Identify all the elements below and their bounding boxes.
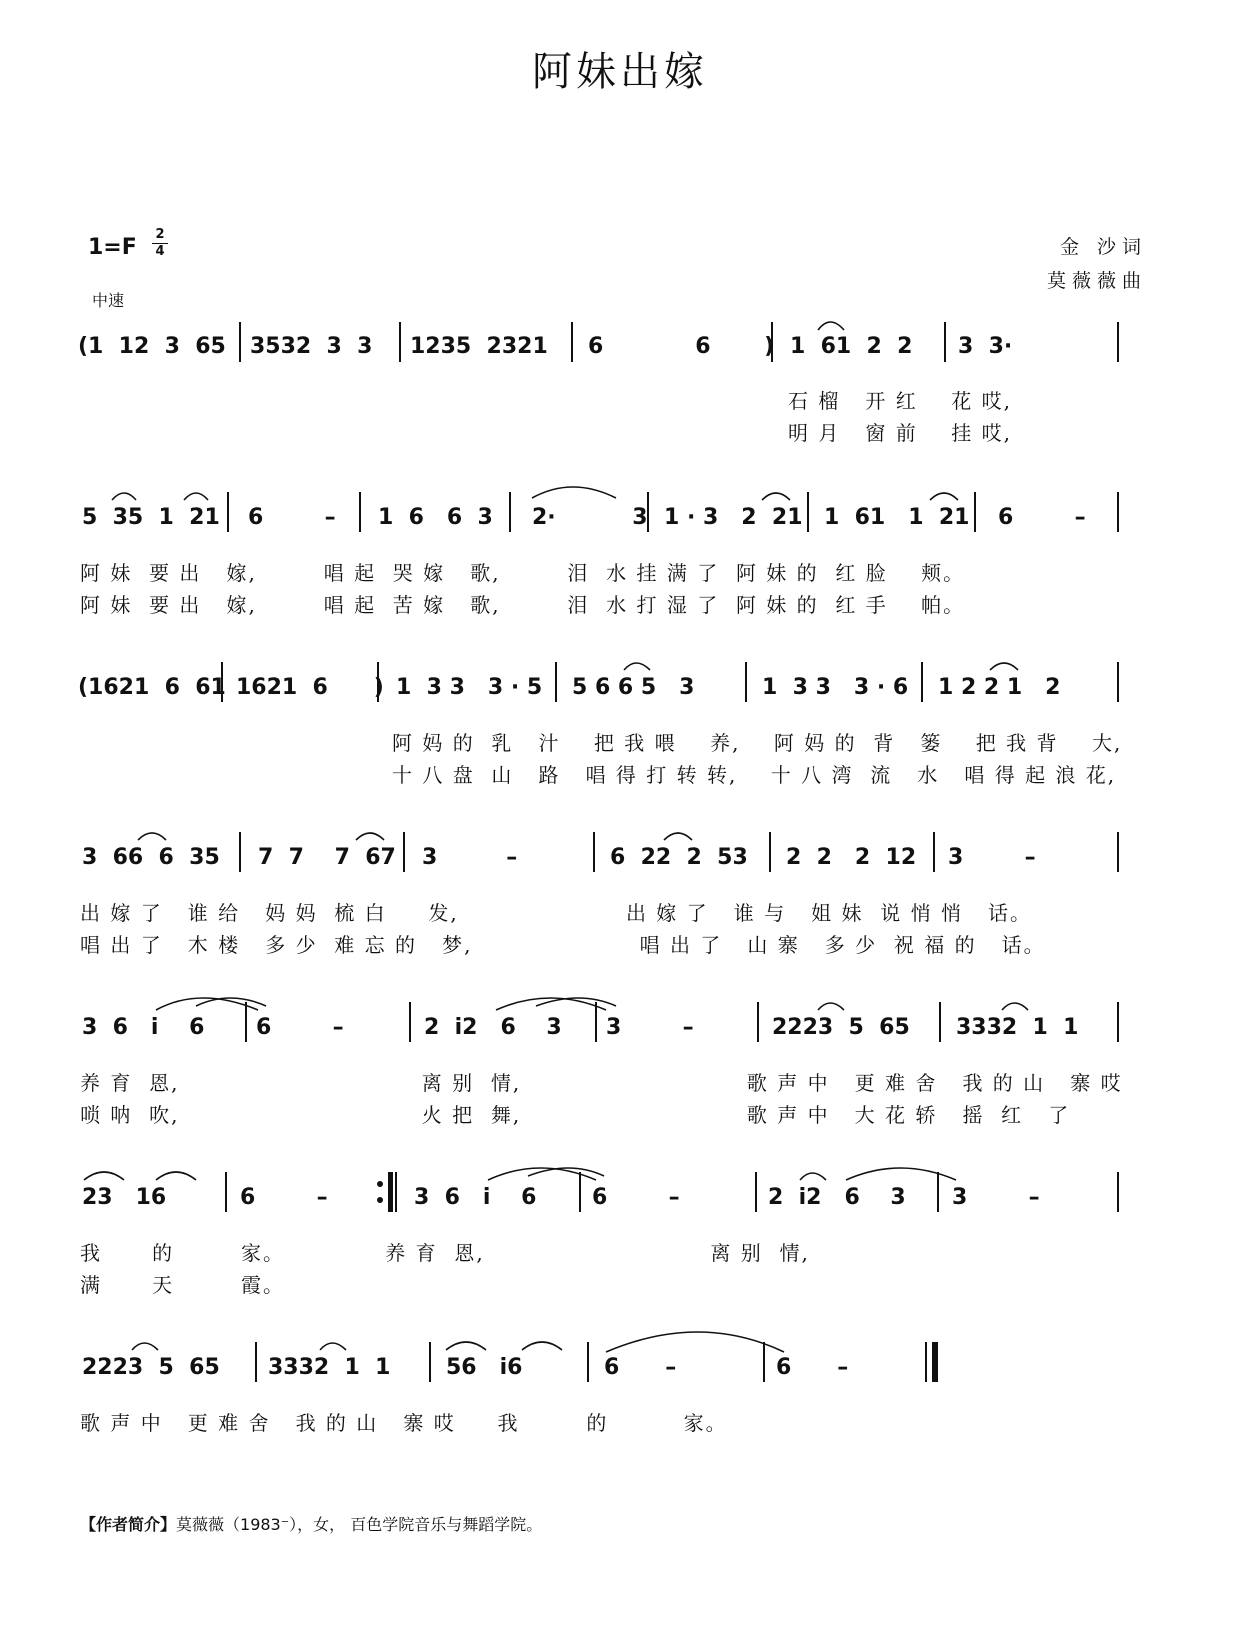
lyric-line: 阿 妈 的 乳 汁 把 我 喂 养, 阿 妈 的 背 篓 把 我 背 大, [392, 731, 1123, 755]
slur [990, 663, 1018, 670]
measure-note: 7 7 7 67 [258, 845, 396, 870]
measure-note: 1 3 3 3 · 5 [396, 675, 543, 700]
measure-note: 6 – [256, 1015, 344, 1040]
slur [522, 1342, 562, 1350]
measure-note: 2223 5 65 [82, 1355, 220, 1380]
slur [446, 1342, 486, 1350]
measure-note: 2 2 2 12 [786, 845, 917, 870]
lyric-line: 出 嫁 了 谁 给 妈 妈 梳 白 发, 出 嫁 了 谁 与 姐 妹 说 悄 悄 话。 [80, 901, 1033, 925]
tempo-marking: 中速 [92, 291, 125, 310]
lyric-line: 唢 呐 吹, 火 把 舞, 歌 声 中 大 花 轿 摇 红 了 [80, 1103, 1071, 1127]
measure-note: 3 – [948, 845, 1036, 870]
slur [532, 487, 616, 498]
measure-note: 6 – [592, 1185, 680, 1210]
slur [800, 1173, 826, 1180]
slur [132, 1343, 158, 1350]
measure-note: 1 6 6 3 [378, 505, 493, 530]
slur [818, 1003, 844, 1010]
slur [606, 1332, 784, 1352]
measure-note: 3 – [952, 1185, 1040, 1210]
measure-note: 1 · 3 2 21 [664, 505, 803, 530]
measure-note: 6 22 2 53 [610, 845, 748, 870]
composer-credit: 莫薇薇曲 [1046, 270, 1147, 292]
measure-note: 1621 6 ) [236, 675, 384, 700]
measure-note: 1 61 2 2 [790, 334, 913, 359]
slur [496, 998, 606, 1010]
measure-note: 1 3 3 3 · 6 [762, 675, 909, 700]
lyric-line: 养 育 恩, 离 别 情, 歌 声 中 更 难 舍 我 的 山 寨 哎 [80, 1071, 1123, 1095]
lyric-line: 明 月 窗 前 挂 哎, [788, 421, 1012, 445]
measure-note: 56 i6 [446, 1355, 523, 1380]
measure-note: 6 – [248, 505, 336, 530]
measure-note: 6 6 ) [588, 334, 775, 359]
measure-note: 2· 3 [532, 505, 648, 530]
lyric-line: 满 天 霞。 [80, 1273, 286, 1297]
slur [624, 663, 650, 670]
lyric-line: 十 八 盘 山 路 唱 得 打 转 转, 十 八 湾 流 水 唱 得 起 浪 花, [392, 763, 1117, 787]
measure-note: 5 6 6 5 3 [572, 675, 695, 700]
measure-note: 3 – [606, 1015, 694, 1040]
measure-note: 3 3· [958, 334, 1013, 359]
lyric-line: 阿 妹 要 出 嫁, 唱 起 哭 嫁 歌, 泪 水 挂 满 了 阿 妹 的 红 脸 颊。 [80, 561, 966, 585]
lyric-line: 石 榴 开 红 花 哎, [788, 389, 1012, 413]
lyric-line: 我 的 家。 养 育 恩, 离 别 情, [80, 1241, 810, 1265]
slur [184, 493, 208, 500]
repeat-dot [377, 1197, 383, 1203]
measure-note: 3332 1 1 [956, 1015, 1079, 1040]
measure-note: 23 16 [82, 1185, 167, 1210]
measure-note: 3 66 6 35 [82, 845, 220, 870]
slur [156, 1172, 196, 1180]
slur [818, 322, 844, 330]
slur [1002, 1003, 1028, 1010]
time-signature-top: 2 [155, 227, 165, 242]
slur [356, 833, 384, 840]
measure-note: 2 i2 6 3 [768, 1185, 906, 1210]
measure-note: 3 6 i 6 [82, 1015, 205, 1040]
slur [138, 833, 166, 840]
final-barline-thick [932, 1342, 938, 1382]
lyric-line: 阿 妹 要 出 嫁, 唱 起 苦 嫁 歌, 泪 水 打 湿 了 阿 妹 的 红 手 帕。 [80, 593, 966, 617]
measure-note: 1 2 2 1 2 [938, 675, 1061, 700]
measure-note: 3 – [422, 845, 518, 870]
repeat-dot [377, 1181, 383, 1187]
lyric-line: 歌 声 中 更 难 舍 我 的 山 寨 哎 我 的 家。 [80, 1411, 728, 1435]
author-note-text: 莫薇薇（1983⁻），女， 百色学院音乐与舞蹈学院。 [176, 1515, 543, 1534]
author-note-label: 【作者简介】 [80, 1515, 177, 1534]
slur [930, 493, 958, 500]
measure-note: 6 – [604, 1355, 677, 1380]
slur [846, 1168, 956, 1180]
measure-note: 6 – [240, 1185, 328, 1210]
slur [156, 998, 258, 1010]
slur [762, 493, 790, 500]
measure-note: (1 12 3 65 [78, 334, 226, 359]
measure-note: 5 35 1 21 [82, 505, 220, 530]
slur [112, 493, 136, 500]
time-signature-bottom: 4 [155, 244, 165, 259]
measure-note: 3332 1 1 [268, 1355, 391, 1380]
page-title: 阿妹出嫁 [532, 49, 708, 95]
slur [664, 833, 692, 840]
measure-note: 1 61 1 21 [824, 505, 970, 530]
repeat-barline-thick [388, 1172, 393, 1212]
measure-note: 1235 2321 [410, 334, 548, 359]
slur [528, 1168, 604, 1176]
measure-note: 3 6 i 6 [414, 1185, 537, 1210]
measure-note: 2 i2 6 3 [424, 1015, 562, 1040]
measure-note: 6 – [776, 1355, 849, 1380]
key-signature: 1=F [88, 235, 137, 260]
measure-note: (1621 6 61 [78, 675, 226, 700]
measure-note: 2223 5 65 [772, 1015, 910, 1040]
measure-note: 6 – [998, 505, 1086, 530]
slur [84, 1172, 124, 1180]
measure-note: 3532 3 3 [250, 334, 373, 359]
slur [536, 998, 616, 1006]
lyric-line: 唱 出 了 木 楼 多 少 难 忘 的 梦, 唱 出 了 山 寨 多 少 祝 福 的 话。 [80, 933, 1046, 957]
lyricist-credit: 金 沙词 [1059, 236, 1147, 258]
slur [320, 1343, 346, 1350]
